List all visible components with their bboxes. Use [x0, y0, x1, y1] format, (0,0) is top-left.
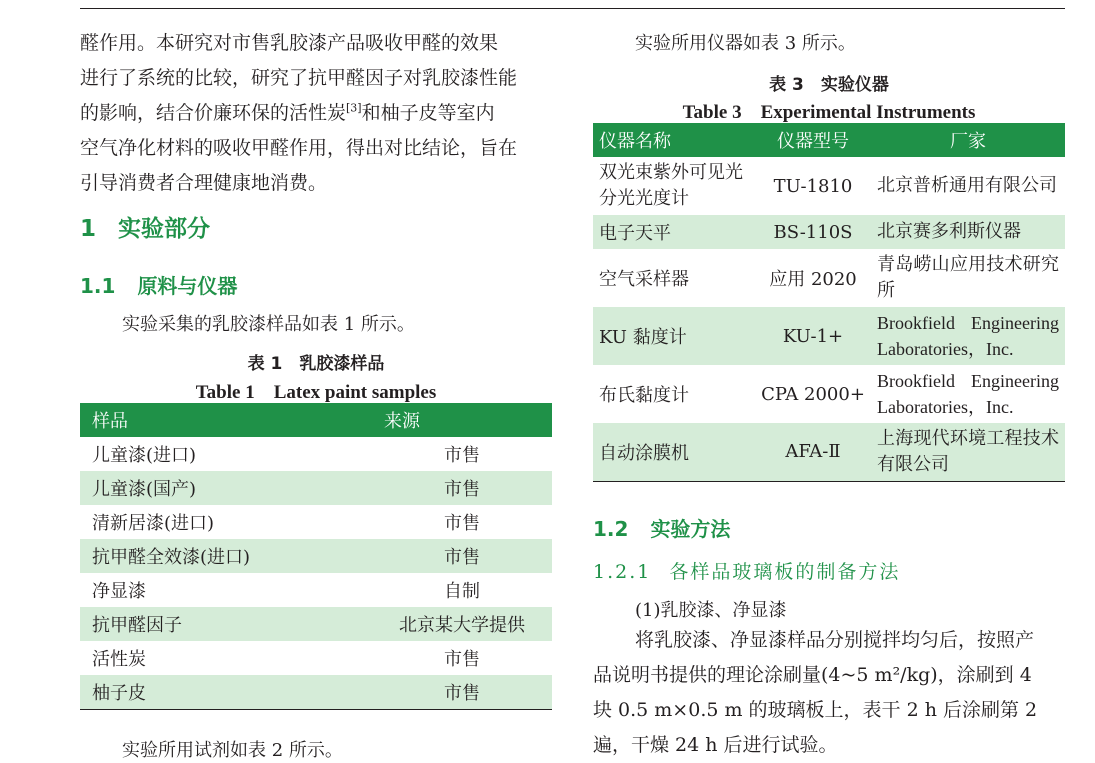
- subheading-latex-paint: (1)乳胶漆、净显漆: [635, 600, 787, 621]
- table-cell: 北京普析通用有限公司: [877, 175, 1057, 196]
- table1-caption-cn: 表 1 乳胶漆样品: [247, 354, 385, 374]
- table-cell: 北京赛多利斯仪器: [871, 215, 1065, 249]
- section-heading-1-2-1: [593, 557, 900, 584]
- table-row: [593, 365, 1065, 423]
- section-number: 1.2.1: [593, 561, 652, 583]
- table-row: [593, 215, 1065, 249]
- table-row: [80, 641, 552, 675]
- table-row: [593, 307, 1065, 365]
- table-cell: Brookfield Engineering Laboratories，Inc.: [871, 307, 1065, 365]
- text-line: 品说明书提供的理论涂刷量(4~5 m²/kg)，涂刷到 4: [593, 664, 1032, 686]
- column-header: 仪器型号: [755, 123, 871, 157]
- table-cell: 市售: [444, 445, 480, 466]
- table-cell: AFA-Ⅱ: [755, 423, 871, 481]
- table-cell: 活性炭: [92, 649, 146, 670]
- column-header: 样品: [80, 403, 372, 437]
- section-number: 1: [80, 216, 97, 242]
- table-cell: 柚子皮: [80, 675, 372, 710]
- table-cell: 布氏黏度计: [599, 385, 689, 406]
- text-line: [80, 96, 552, 131]
- table-row: [80, 573, 552, 607]
- table-cell: 儿童漆(国产): [80, 471, 372, 505]
- table-row: [593, 157, 1065, 215]
- table3-caption-en: Table 3 Experimental Instruments: [682, 102, 976, 123]
- table-cell: BS-110S: [755, 215, 871, 249]
- table3-instruments: [593, 123, 1065, 482]
- table-cell: 北京某大学提供: [372, 607, 552, 641]
- table-cell: 净显漆: [92, 581, 146, 602]
- table-cell: 儿童漆(进口): [92, 445, 197, 466]
- section-heading-1-1: [80, 270, 237, 299]
- table-cell: KU 黏度计: [593, 307, 755, 365]
- citation-link[interactable]: [3]: [346, 101, 362, 115]
- table-cell: 清新居漆(进口): [92, 513, 215, 534]
- text-segment: 和柚子皮等室内: [361, 102, 495, 124]
- table1-caption-en: Table 1 Latex paint samples: [195, 382, 437, 403]
- table-cell: 市售: [372, 471, 552, 505]
- text-line: 空气净化材料的吸收甲醛作用，得出对比结论，旨在: [80, 137, 518, 159]
- text-line: 将乳胶漆、净显漆样品分别搅拌均匀后，按照产: [635, 629, 1035, 651]
- table3-caption-cn: 表 3 实验仪器: [769, 75, 889, 95]
- column-header: 仪器名称: [593, 123, 755, 157]
- table-cell: CPA 2000+: [761, 383, 865, 405]
- table-row: [80, 437, 552, 471]
- table1-latex-samples: [80, 403, 552, 710]
- text-segment: 的影响，结合价廉环保的活性炭: [80, 102, 347, 124]
- table-row: [80, 607, 552, 641]
- text-line: 醛作用。本研究对市售乳胶漆产品吸收甲醛的效果: [80, 32, 499, 54]
- table-header-row: [80, 403, 552, 437]
- table-header-row: [593, 123, 1065, 157]
- section-heading-1: [80, 210, 210, 243]
- left-column: [80, 26, 552, 761]
- table-cell: 市售: [372, 539, 552, 573]
- table-cell: KU-1+: [755, 307, 871, 365]
- table-cell: 应用 2020: [769, 269, 857, 290]
- table-cell: 抗甲醛因子: [80, 607, 372, 641]
- text-line: 引导消费者合理健康地消费。: [80, 172, 328, 194]
- table-cell: 青岛崂山应用技术研究所: [877, 254, 1059, 301]
- table-cell: 自动涂膜机: [593, 423, 755, 481]
- table-row: [593, 423, 1065, 481]
- table-row: [80, 539, 552, 573]
- section-title: 实验部分: [118, 216, 211, 242]
- table-cell: 市售: [372, 675, 552, 710]
- table-cell: 抗甲醛全效漆(进口): [80, 539, 372, 573]
- column-header: 厂家: [871, 123, 1065, 157]
- table-cell: 双光束紫外可见光分光光度计: [599, 162, 743, 209]
- table-cell: 市售: [444, 513, 480, 534]
- table-cell: Brookfield Engineering Laboratories，Inc.: [877, 371, 1059, 417]
- section-number: 1.2: [593, 517, 629, 541]
- intro-paragraph: [80, 26, 552, 201]
- text-line: 遍，干燥 24 h 后进行试验。: [593, 734, 838, 756]
- section-title: 原料与仪器: [137, 274, 238, 298]
- table-row: [80, 505, 552, 539]
- top-rule: [80, 8, 1065, 9]
- section-title: 实验方法: [650, 517, 731, 541]
- text-line: 进行了系统的比较，研究了抗甲醛因子对乳胶漆性能: [80, 67, 518, 89]
- section-number: 1.1: [80, 274, 116, 298]
- table-cell: 市售: [444, 649, 480, 670]
- table-row: [80, 675, 552, 710]
- table-cell: 空气采样器: [599, 269, 689, 290]
- table1-intro: 实验采集的乳胶漆样品如表 1 所示。: [122, 314, 415, 335]
- text-line: 块 0.5 m×0.5 m 的玻璃板上，表干 2 h 后涂刷第 2: [593, 699, 1038, 721]
- table-row: [593, 249, 1065, 307]
- method-paragraph: [593, 623, 1065, 763]
- table3-intro: 实验所用仪器如表 3 所示。: [635, 33, 856, 54]
- table-cell: TU-1810: [773, 175, 853, 197]
- table-cell: 电子天平: [593, 215, 755, 249]
- column-header: 来源: [372, 403, 552, 437]
- table-row: [80, 471, 552, 505]
- table-cell: 上海现代环境工程技术有限公司: [871, 423, 1065, 481]
- section-heading-1-2: [593, 513, 730, 542]
- table-cell: 自制: [444, 581, 480, 602]
- section-title: 各样品玻璃板的制备方法: [669, 561, 901, 583]
- table2-intro: 实验所用试剂如表 2 所示。: [122, 740, 343, 761]
